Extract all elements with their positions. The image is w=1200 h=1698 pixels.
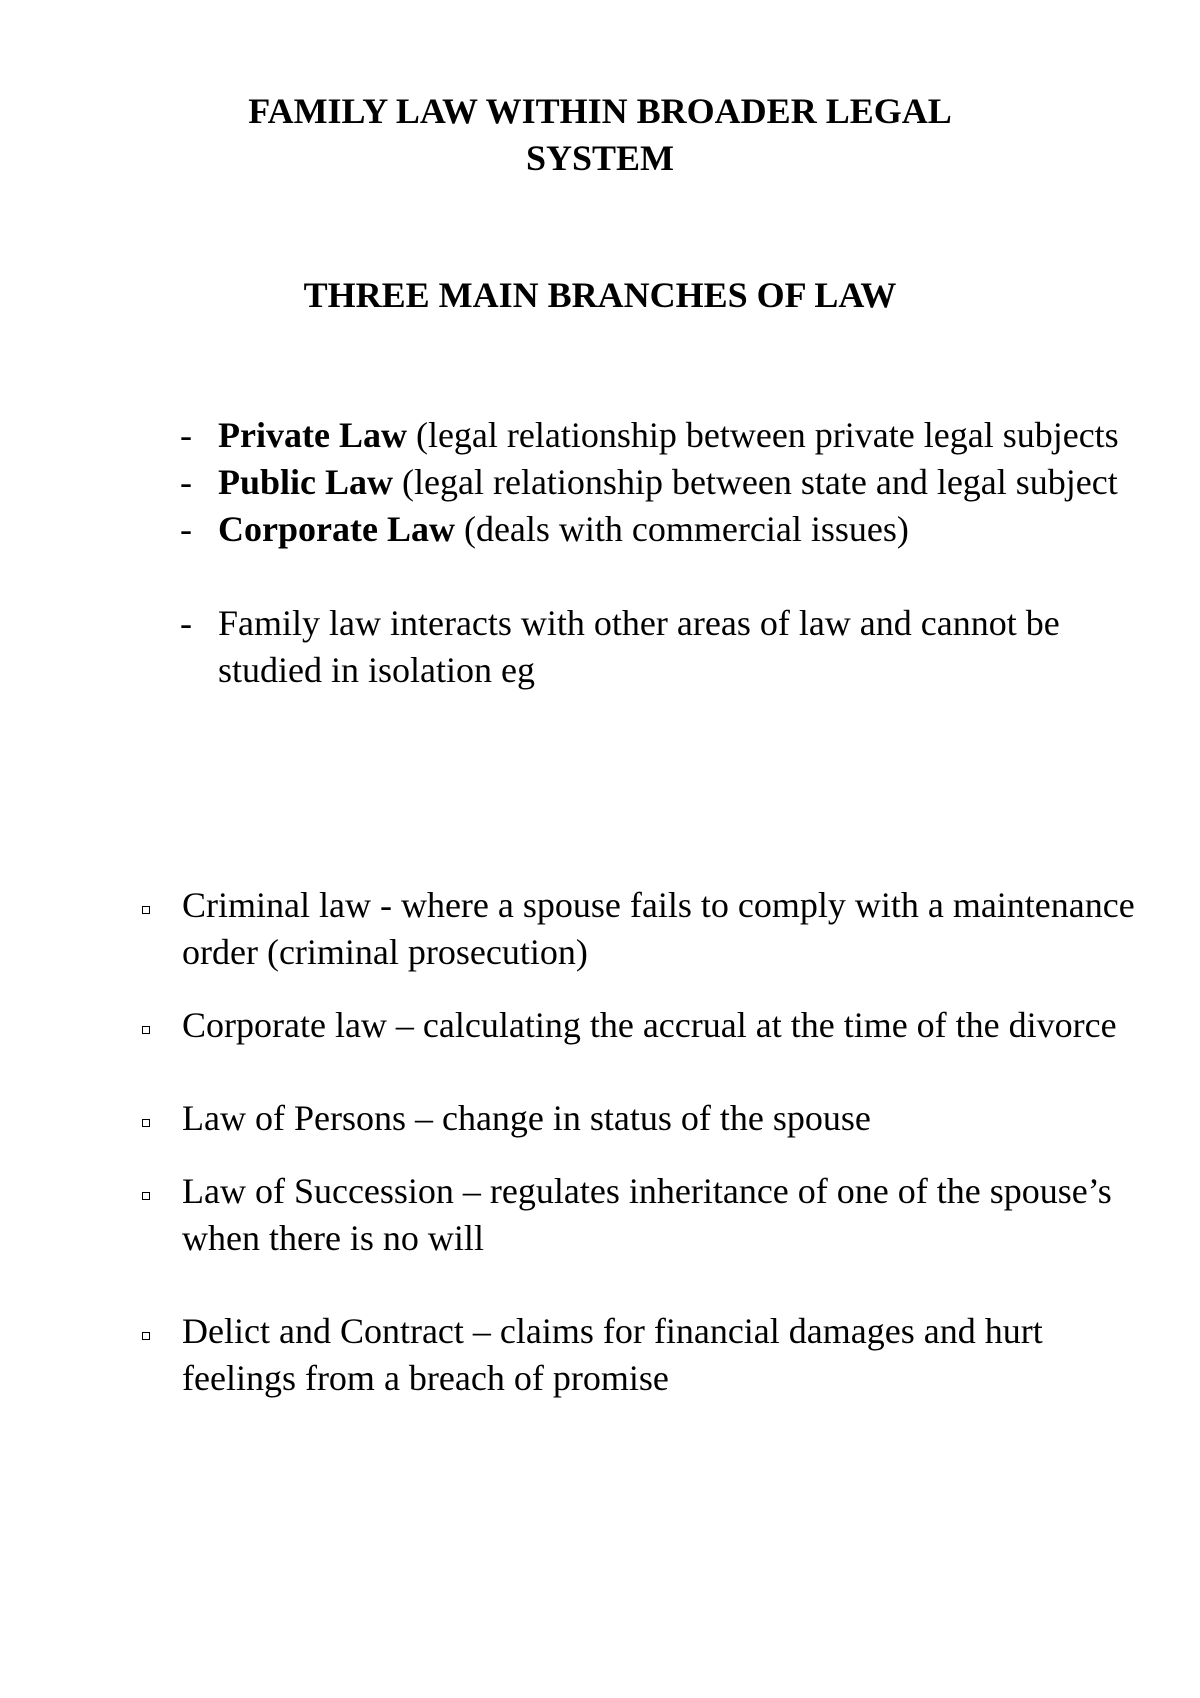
- dash-bullet: -: [180, 603, 192, 643]
- area-text: Law of Succession – regulates inheritance of one of the spouse’s when there is no will: [182, 1171, 1112, 1258]
- branch-description: (legal relationship between state and legal subject: [393, 462, 1118, 502]
- square-bullet-icon: [142, 906, 150, 914]
- area-item-law-of-persons: [140, 1095, 1150, 1142]
- branch-description: (deals with commercial issues): [454, 509, 909, 549]
- area-item-law-of-succession: [140, 1168, 1150, 1262]
- dash-bullet: -: [180, 509, 192, 549]
- branch-item-public-law: [180, 459, 1140, 506]
- branch-name: Private Law: [218, 415, 407, 455]
- title-line-1: FAMILY LAW WITHIN BROADER LEGAL: [248, 91, 952, 131]
- branches-list: [180, 412, 1140, 694]
- branch-description: (legal relationship between private legal subjects: [406, 415, 1119, 455]
- area-item-delict-and-contract: [140, 1308, 1150, 1402]
- square-bullet-icon: [142, 1192, 150, 1200]
- square-bullet-icon: [142, 1332, 150, 1340]
- branch-item-private-law: [180, 412, 1140, 459]
- section-heading: THREE MAIN BRANCHES OF LAW: [303, 275, 897, 315]
- dash-bullet: -: [180, 462, 192, 502]
- branch-name: Public Law: [218, 462, 394, 502]
- area-item-criminal-law: [140, 882, 1150, 976]
- area-item-corporate-law: [140, 1002, 1150, 1049]
- related-areas-list: [140, 882, 1150, 1402]
- area-text: Law of Persons – change in status of the spouse: [182, 1098, 871, 1138]
- title-line-2: SYSTEM: [525, 138, 675, 178]
- branch-item-corporate-law: [180, 506, 1140, 553]
- area-text: Delict and Contract – claims for financial damages and hurt feelings from a breach of promise: [182, 1311, 1043, 1398]
- branch-name: Corporate Law: [218, 509, 455, 549]
- area-text: Corporate law – calculating the accrual at the time of the divorce: [182, 1005, 1117, 1045]
- square-bullet-icon: [142, 1119, 150, 1127]
- square-bullet-icon: [142, 1026, 150, 1034]
- note-text: Family law interacts with other areas of law and cannot be studied in isolation eg: [218, 603, 1060, 690]
- page-title: [0, 88, 1200, 182]
- interaction-note: [180, 600, 1140, 694]
- dash-bullet: -: [180, 415, 192, 455]
- area-text: Criminal law - where a spouse fails to comply with a maintenance order (criminal prosecution): [182, 885, 1135, 972]
